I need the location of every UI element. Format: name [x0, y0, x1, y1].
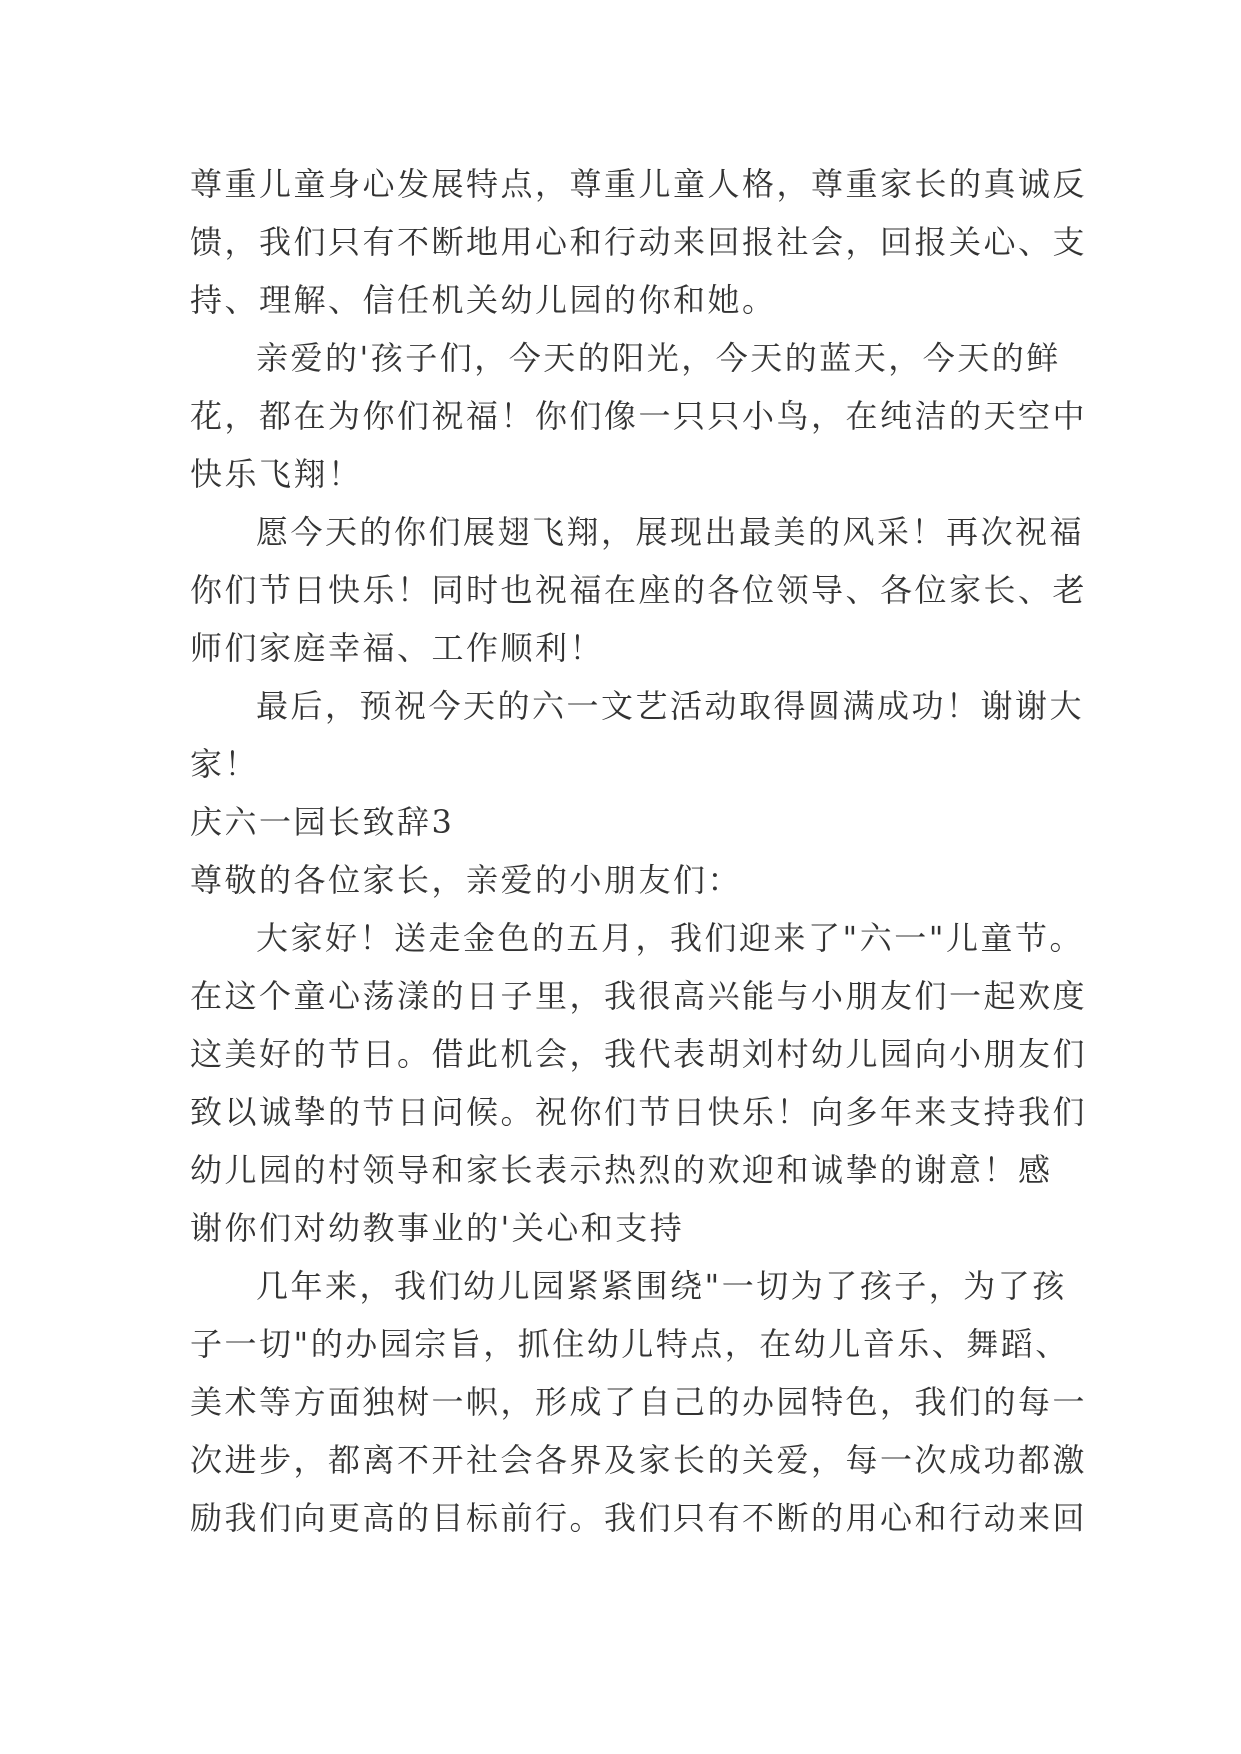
- text-line: 花，都在为你们祝福！你们像一只只小鸟，在纯洁的天空中: [190, 397, 1088, 435]
- text-line: 尊重儿童身心发展特点，尊重儿童人格，尊重家长的真诚反: [190, 165, 1088, 203]
- salutation-line: 尊敬的各位家长，亲爱的小朋友们：: [190, 861, 743, 899]
- text-line: 师们家庭幸福、工作顺利！: [190, 629, 605, 667]
- paragraph-start-line: 亲爱的'孩子们，今天的阳光，今天的蓝天，今天的鲜: [256, 339, 1061, 377]
- section-heading: 庆六一园长致辞3: [190, 803, 455, 841]
- text-line: 家！: [190, 745, 260, 783]
- text-line: 你们节日快乐！同时也祝福在座的各位领导、各位家长、老: [190, 571, 1088, 609]
- paragraph-start-line: 几年来，我们幼儿园紧紧围绕"一切为了孩子，为了孩: [256, 1267, 1067, 1305]
- text-line: 美术等方面独树一帜，形成了自己的办园特色，我们的每一: [190, 1383, 1088, 1421]
- text-line: 在这个童心荡漾的日子里，我很高兴能与小朋友们一起欢度: [190, 977, 1088, 1015]
- paragraph-start-line: 大家好！送走金色的五月，我们迎来了"六一"儿童节。: [256, 919, 1084, 957]
- text-line: 致以诚挚的节日问候。祝你们节日快乐！向多年来支持我们: [190, 1093, 1088, 1131]
- text-line: 幼儿园的村领导和家长表示热烈的欢迎和诚挚的谢意！感: [190, 1151, 1053, 1189]
- text-line: 励我们向更高的目标前行。我们只有不断的用心和行动来回: [190, 1499, 1088, 1537]
- text-line: 子一切"的办园宗旨，抓住幼儿特点，在幼儿音乐、舞蹈、: [190, 1325, 1070, 1363]
- text-line: 谢你们对幼教事业的'关心和支持: [190, 1209, 685, 1247]
- paragraph-start-line: 愿今天的你们展翅飞翔，展现出最美的风采！再次祝福: [256, 513, 1085, 551]
- text-line: 次进步，都离不开社会各界及家长的关爱，每一次成功都激: [190, 1441, 1088, 1479]
- paragraph-start-line: 最后，预祝今天的六一文艺活动取得圆满成功！谢谢大: [256, 687, 1085, 725]
- text-line: 馈，我们只有不断地用心和行动来回报社会，回报关心、支: [190, 223, 1088, 261]
- document-body: [190, 155, 1088, 1547]
- text-line: 这美好的节日。借此机会，我代表胡刘村幼儿园向小朋友们: [190, 1035, 1088, 1073]
- text-line: 快乐飞翔！: [190, 455, 363, 493]
- text-line: 持、理解、信任机关幼儿园的你和她。: [190, 281, 777, 319]
